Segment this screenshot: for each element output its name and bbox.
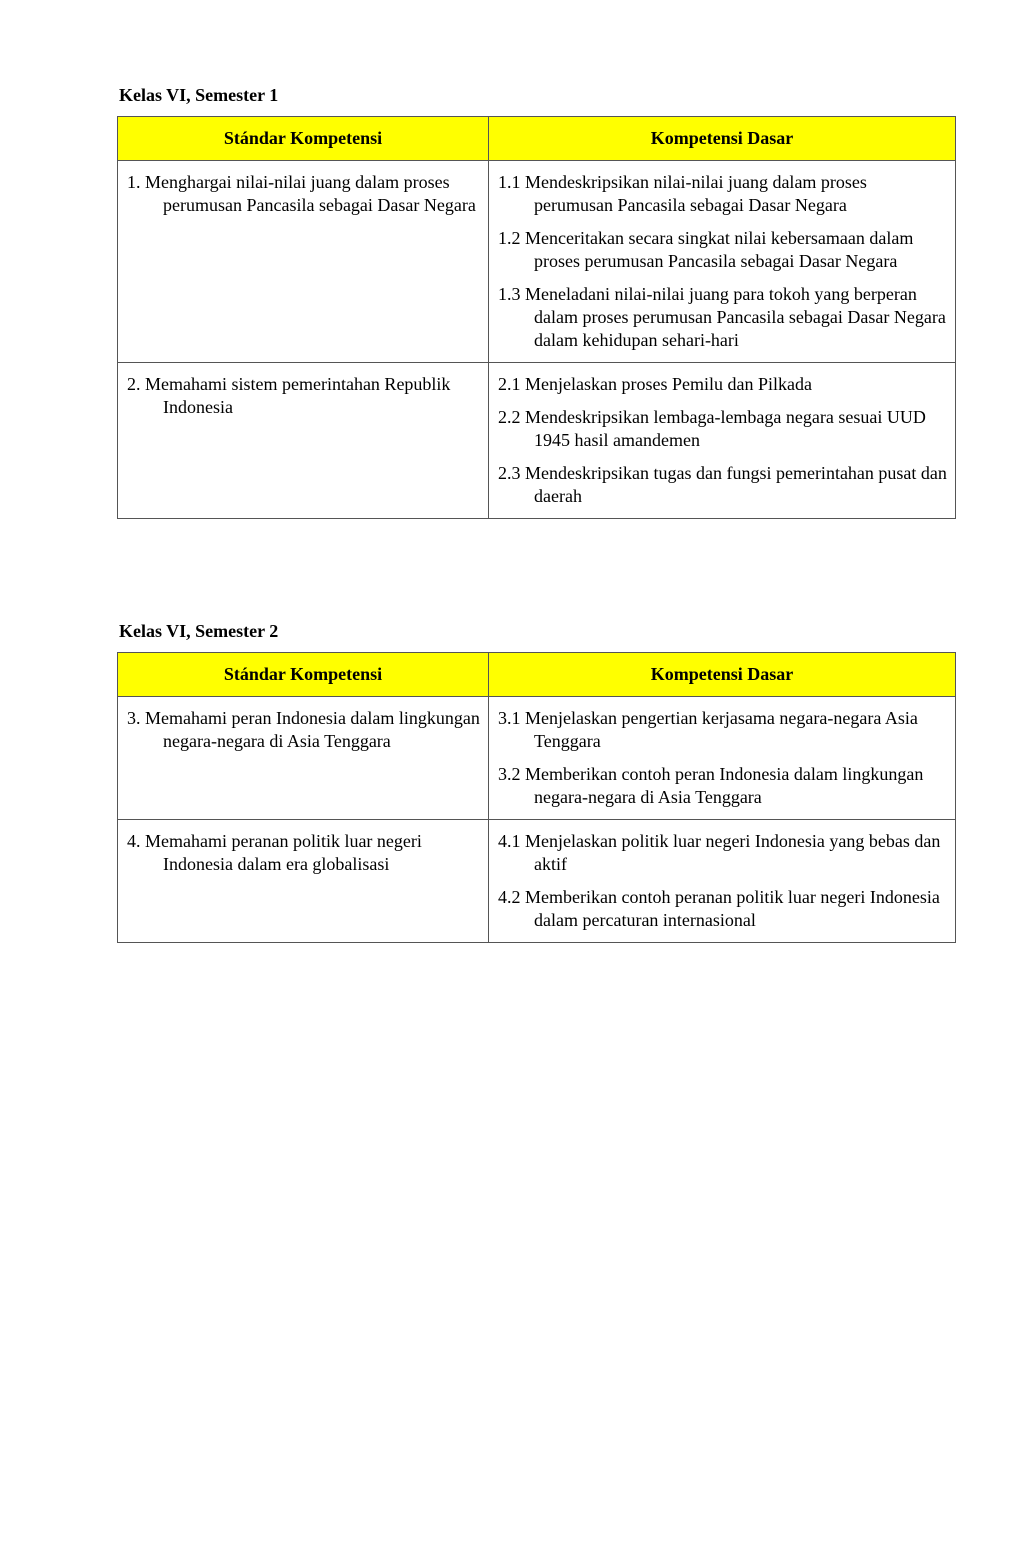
header-kompetensi-dasar: Kompetensi Dasar xyxy=(489,653,956,697)
kompetensi-dasar-item: 2.1 Menjelaskan proses Pemilu dan Pilkada xyxy=(498,374,812,394)
kompetensi-dasar-cell xyxy=(489,820,956,943)
standar-kompetensi-cell xyxy=(118,697,489,820)
standar-kompetensi-text: 1. Menghargai nilai-nilai juang dalam proses perumusan Pancasila sebagai Dasar Negara xyxy=(127,172,476,215)
semester-1-section xyxy=(117,84,955,519)
standar-kompetensi-cell xyxy=(118,820,489,943)
section-title: Kelas VI, Semester 1 xyxy=(119,85,279,105)
table-row xyxy=(118,697,956,820)
table-row xyxy=(118,161,956,363)
table-header-row xyxy=(118,653,956,697)
standar-kompetensi-text: 3. Memahami peran Indonesia dalam lingkungan negara-negara di Asia Tenggara xyxy=(127,708,480,751)
competency-table xyxy=(117,116,956,519)
kompetensi-dasar-item: 3.1 Menjelaskan pengertian kerjasama negara-negara Asia Tenggara xyxy=(498,708,918,751)
table-row xyxy=(118,820,956,943)
kompetensi-dasar-item: 2.2 Mendeskripsikan lembaga-lembaga negara sesuai UUD 1945 hasil amandemen xyxy=(498,407,926,450)
table-header-row xyxy=(118,117,956,161)
standar-kompetensi-text: 2. Memahami sistem pemerintahan Republik Indonesia xyxy=(127,374,451,417)
kompetensi-dasar-item: 1.2 Menceritakan secara singkat nilai kebersamaan dalam proses perumusan Pancasila sebagai Dasar Negara xyxy=(498,228,914,271)
header-kompetensi-dasar: Kompetensi Dasar xyxy=(489,117,956,161)
kompetensi-dasar-cell xyxy=(489,697,956,820)
competency-table xyxy=(117,652,956,943)
header-standar-kompetensi: Stándar Kompetensi xyxy=(118,117,489,161)
semester-2-section xyxy=(117,620,955,943)
standar-kompetensi-cell xyxy=(118,161,489,363)
section-title: Kelas VI, Semester 2 xyxy=(119,621,279,641)
kompetensi-dasar-item: 3.2 Memberikan contoh peran Indonesia dalam lingkungan negara-negara di Asia Tenggara xyxy=(498,764,924,807)
standar-kompetensi-cell xyxy=(118,363,489,519)
table-row xyxy=(118,363,956,519)
kompetensi-dasar-item: 2.3 Mendeskripsikan tugas dan fungsi pemerintahan pusat dan daerah xyxy=(498,463,947,506)
kompetensi-dasar-cell xyxy=(489,363,956,519)
kompetensi-dasar-item: 4.1 Menjelaskan politik luar negeri Indonesia yang bebas dan aktif xyxy=(498,831,941,874)
kompetensi-dasar-cell xyxy=(489,161,956,363)
kompetensi-dasar-item: 1.1 Mendeskripsikan nilai-nilai juang dalam proses perumusan Pancasila sebagai Dasar Negara xyxy=(498,172,867,215)
standar-kompetensi-text: 4. Memahami peranan politik luar negeri Indonesia dalam era globalisasi xyxy=(127,831,422,874)
kompetensi-dasar-item: 4.2 Memberikan contoh peranan politik luar negeri Indonesia dalam percaturan internasional xyxy=(498,887,940,930)
header-standar-kompetensi: Stándar Kompetensi xyxy=(118,653,489,697)
kompetensi-dasar-item: 1.3 Meneladani nilai-nilai juang para tokoh yang berperan dalam proses perumusan Pancasila sebagai Dasar Negara dalam kehidupan sehari-hari xyxy=(498,284,946,350)
